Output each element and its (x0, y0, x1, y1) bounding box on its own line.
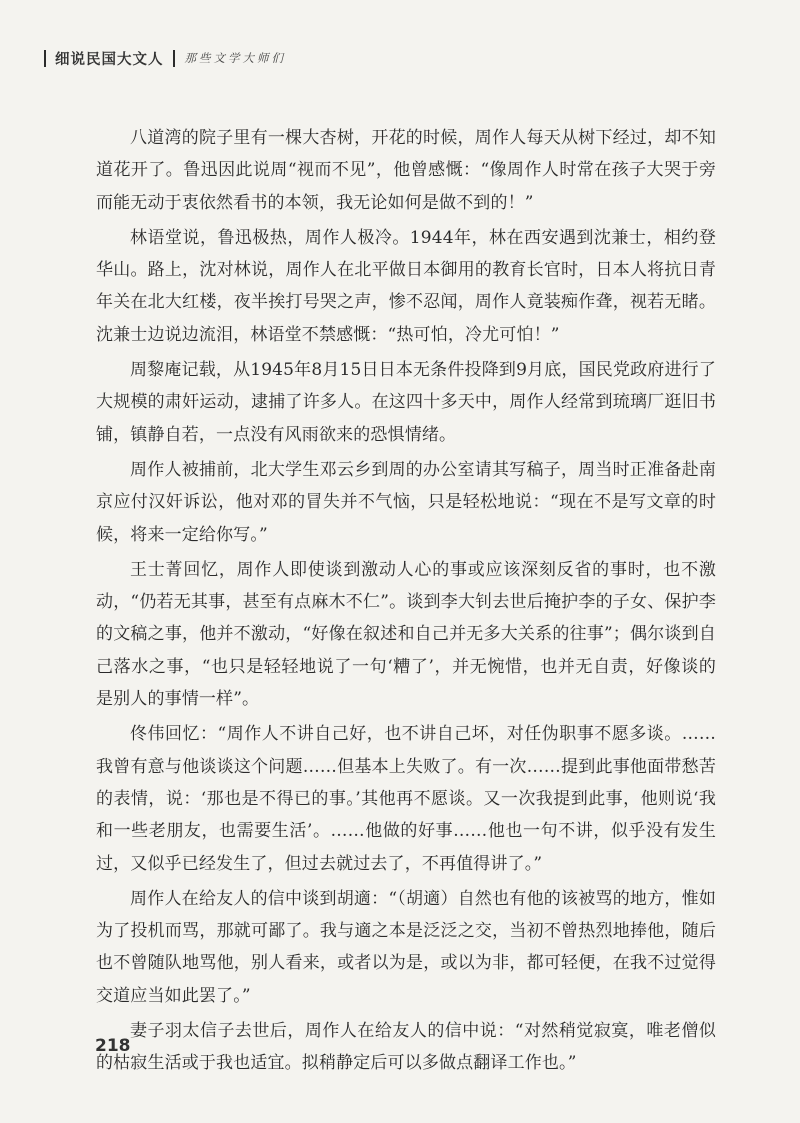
body-text (96, 122, 716, 1083)
paragraph-5: 王士菁回忆，周作人即使谈到激动人心的事或应该深刻反省的事时，也不激动，“仍若无其事，甚至有点麻木不仁”。谈到李大钊去世后掩护李的子女、保护李的文稿之事，他并不激动，“好像在叙述和自己并无多大关系的往事”；偶尔谈到自己落水之事，“也只是轻轻地说了一句‘糟了’，并无惋惜，也并无自责，好像谈的是别人的事情一样”。 (96, 559, 716, 710)
paragraph-2: 林语堂说，鲁迅极热，周作人极冷。1944年，林在西安遇到沈兼士，相约登华山。路上，沈对林说，周作人在北平做日本御用的教育长官时，日本人将抗日青年关在北大红楼，夜半挨打号哭之声，惨不忍闻，周作人竟装痴作聋，视若无睹。沈兼士边说边流泪，林语堂不禁感慨：“热可怕，冷尤可怕！” (96, 227, 716, 345)
paragraph-6: 佟伟回忆：“周作人不讲自己好，也不讲自己坏，对任伪职事不愿多谈。……我曾有意与他谈谈这个问题……但基本上失败了。有一次……提到此事他面带愁苦的表情，说：‘那也是不得已的事。’其他再不愿谈。又一次我提到此事，他则说‘我和一些老朋友，也需要生活’。……他做的好事……他也一句不讲，似乎没有发生过，又似乎已经发生了，但过去就过去了，不再值得讲了。” (96, 724, 716, 874)
book-title: 细说民国大文人 (55, 51, 164, 68)
page-number: 218 (95, 1036, 131, 1056)
paragraph-8: 妻子羽太信子去世后，周作人在给友人的信中说：“对然稍觉寂寞，唯老僧似的枯寂生活或于我也适宜。拟稍静定后可以多做点翻译工作也。” (96, 1021, 716, 1074)
paragraph-7: 周作人在给友人的信中谈到胡適：“（胡適）自然也有他的该被骂的地方，惟如为了投机而骂，那就可鄙了。我与適之本是泛泛之交，当初不曾热烈地捧他，随后也不曾随队地骂他，别人看来，或者以为是，或以为非，都可轻便，在我不过觉得交道应当如此罢了。” (96, 888, 716, 1006)
header-divider-bar (173, 50, 175, 67)
paragraph-1: 八道湾的院子里有一棵大杏树，开花的时候，周作人每天从树下经过，却不知道花开了。鲁迅因此说周“视而不见”，他曾感慨：“像周作人时常在孩子大哭于旁而能无动于衷依然看书的本领，我无论如何是做不到的！” (96, 128, 716, 213)
paragraph-3: 周黎庵记载，从1945年8月15日日本无条件投降到9月底，国民党政府进行了大规模的肃奸运动，逮捕了许多人。在这四十多天中，周作人经常到琉璃厂逛旧书铺，镇静自若，一点没有风雨欲来的恐惧情绪。 (96, 360, 716, 445)
header-left-bar (44, 50, 46, 67)
series-title: 那些文学大师们 (184, 51, 286, 65)
running-header (44, 47, 286, 69)
paragraph-4: 周作人被捕前，北大学生邓云乡到周的办公室请其写稿子，周当时正准备赴南京应付汉奸诉讼，他对邓的冒失并不气恼，只是轻松地说：“现在不是写文章的时候，将来一定给你写。” (96, 459, 716, 545)
